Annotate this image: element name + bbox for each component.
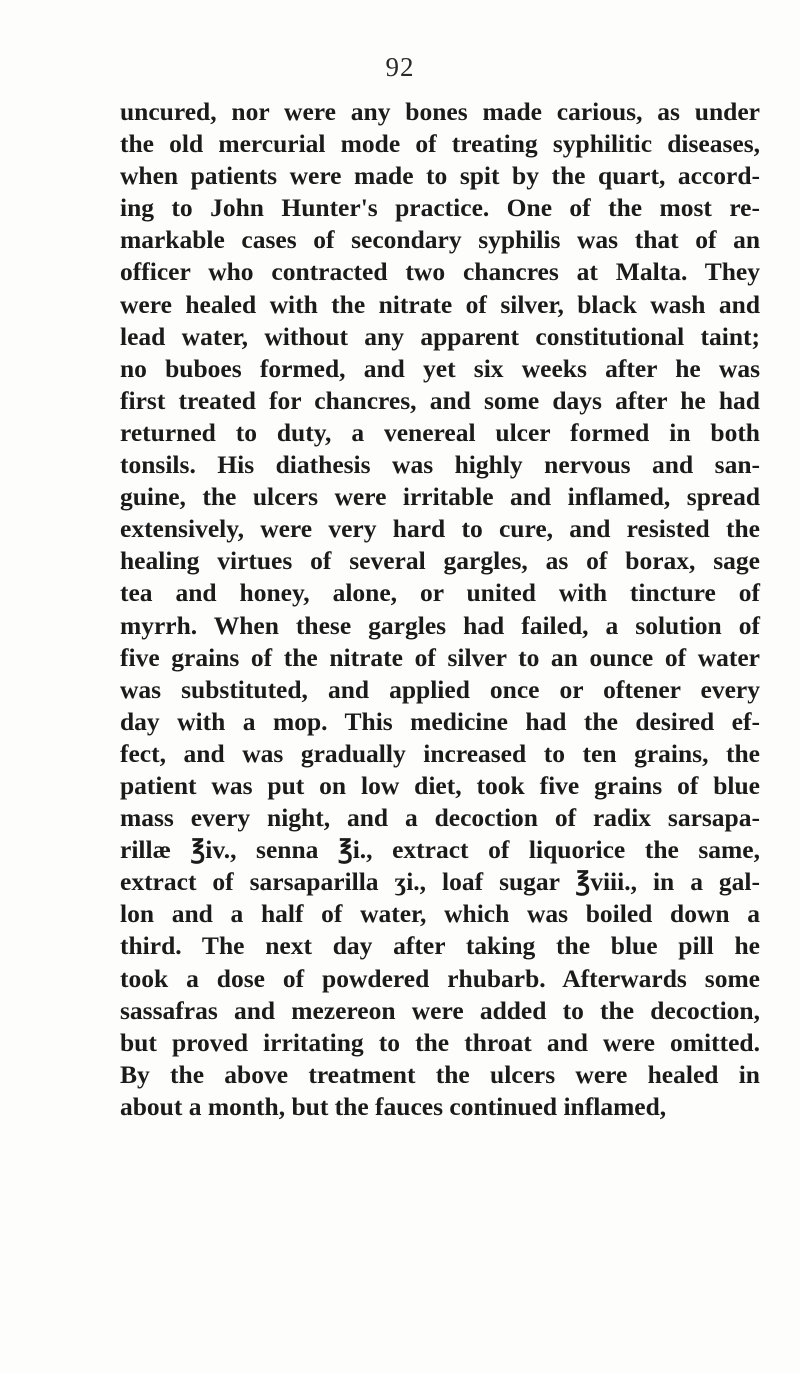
text-line: returned to duty, a venereal ulcer formed in both bbox=[120, 417, 760, 447]
text-line: lon and a half of water, which was boiled down a bbox=[120, 899, 760, 929]
text-line: about a month, but the fauces continued inflamed, bbox=[120, 1091, 667, 1121]
text-line: officer who contracted two chancres at Malta. They bbox=[120, 257, 760, 287]
text-line: when patients were made to spit by the quart, accord- bbox=[120, 161, 760, 191]
text-line: tea and honey, alone, or united with tincture of bbox=[120, 578, 760, 608]
text-line: fect, and was gradually increased to ten grains, the bbox=[120, 738, 760, 768]
text-line: tonsils. His diathesis was highly nervous and san- bbox=[120, 450, 760, 480]
text-line: mass every night, and a decoction of radix sarsapa- bbox=[120, 803, 760, 833]
text-line: sassafras and mezereon were added to the decoction, bbox=[120, 995, 760, 1025]
text-line: were healed with the nitrate of silver, black wash and bbox=[120, 289, 760, 319]
text-line: patient was put on low diet, took five grains of blue bbox=[120, 770, 760, 800]
text-line: uncured, nor were any bones made carious, as under bbox=[120, 97, 760, 126]
text-line: the old mercurial mode of treating syphilitic diseases, bbox=[120, 129, 760, 159]
body-text bbox=[120, 96, 760, 1123]
text-line: extensively, were very hard to cure, and resisted the bbox=[120, 514, 760, 544]
text-line: myrrh. When these gargles had failed, a solution of bbox=[120, 610, 760, 640]
text-line: took a dose of powdered rhubarb. Afterwards some bbox=[120, 963, 760, 993]
text-line: five grains of the nitrate of silver to an ounce of water bbox=[120, 642, 760, 672]
text-line: markable cases of secondary syphilis was that of an bbox=[120, 225, 760, 255]
text-line: third. The next day after taking the blue pill he bbox=[120, 931, 760, 961]
text-line: By the above treatment the ulcers were healed in bbox=[120, 1059, 760, 1089]
text-line: first treated for chancres, and some days after he had bbox=[120, 385, 760, 415]
text-line: was substituted, and applied once or oftener every bbox=[120, 674, 760, 704]
text-line: no buboes formed, and yet six weeks after he was bbox=[120, 353, 760, 383]
text-line: lead water, without any apparent constitutional taint; bbox=[120, 321, 760, 351]
text-line: healing virtues of several gargles, as of borax, sage bbox=[120, 546, 760, 576]
text-line: but proved irritating to the throat and were omitted. bbox=[120, 1027, 760, 1057]
text-line: ing to John Hunter's practice. One of the most re- bbox=[120, 193, 760, 223]
text-line: extract of sarsaparilla ʒi., loaf sugar ℥viii., in a gal- bbox=[120, 867, 760, 897]
page-number: 92 bbox=[385, 52, 415, 82]
text-line: rillæ ℥iv., senna ℥i., extract of liquorice the same, bbox=[120, 835, 760, 865]
text-line: guine, the ulcers were irritable and inflamed, spread bbox=[120, 482, 760, 512]
text-line: day with a mop. This medicine had the desired ef- bbox=[120, 706, 760, 736]
